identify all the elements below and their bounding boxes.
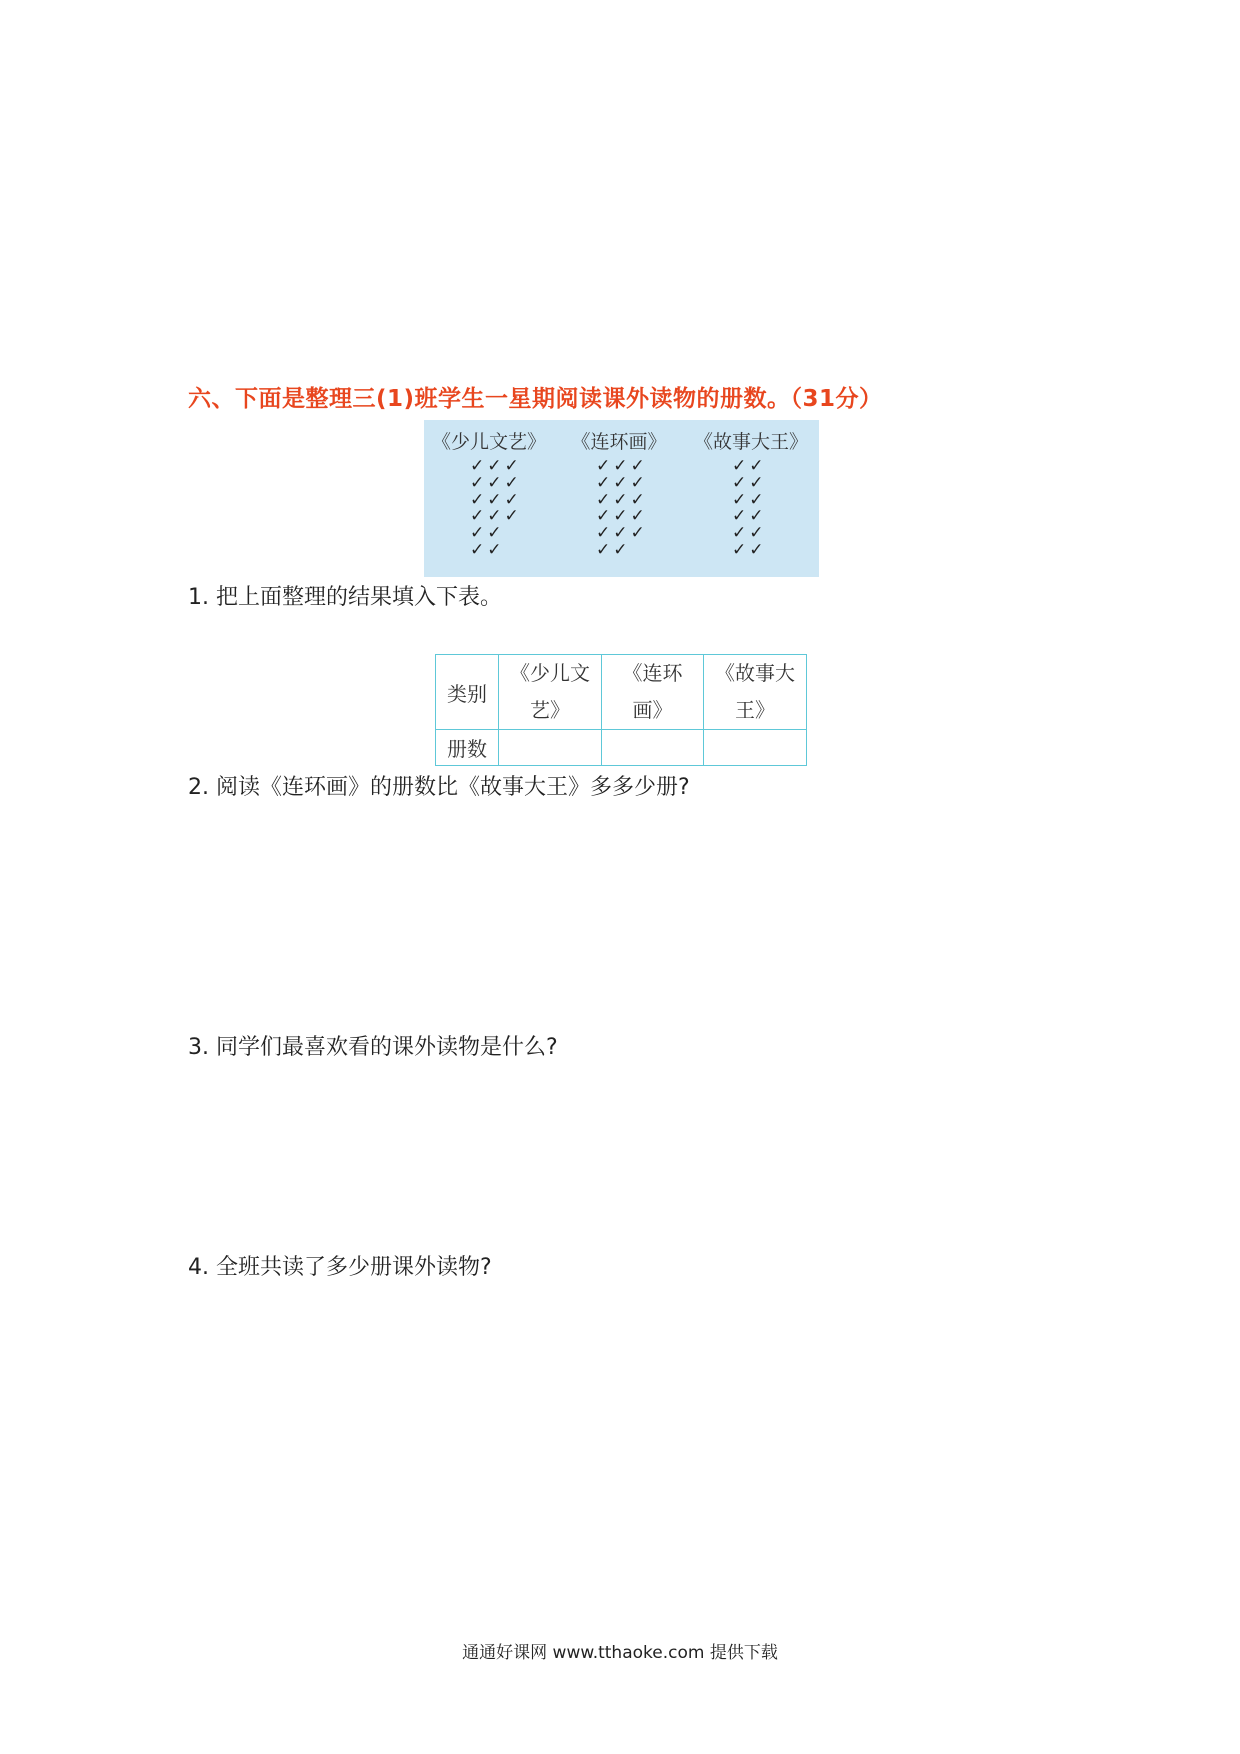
table-cell-line: 《连环 bbox=[622, 661, 683, 685]
tally-mark-row: ✓✓✓ bbox=[596, 472, 648, 493]
table-answer-cell[interactable] bbox=[602, 730, 704, 766]
table-cell-line: 《少儿文 bbox=[510, 661, 590, 685]
question-1: 1. 把上面整理的结果填入下表。 bbox=[188, 585, 502, 610]
question-2: 2. 阅读《连环画》的册数比《故事大王》多多少册? bbox=[188, 775, 690, 800]
tally-mark-row: ✓✓ bbox=[470, 523, 505, 544]
tally-mark-row: ✓✓✓ bbox=[596, 489, 648, 510]
question-4: 4. 全班共读了多少册课外读物? bbox=[188, 1255, 492, 1280]
tally-marks bbox=[554, 458, 684, 559]
tally-mark-row: ✓✓ bbox=[732, 506, 767, 527]
tally-marks bbox=[686, 458, 816, 559]
tally-mark-row: ✓✓✓ bbox=[596, 523, 648, 544]
tally-mark-row: ✓✓ bbox=[596, 539, 631, 560]
tally-mark-row: ✓✓✓ bbox=[596, 456, 648, 476]
tally-mark-row: ✓✓ bbox=[732, 523, 767, 544]
tally-chart bbox=[424, 420, 819, 577]
tally-mark-row: ✓✓✓ bbox=[470, 456, 522, 476]
tally-column-lianhuanhua bbox=[554, 420, 684, 559]
tally-column-gushidawang bbox=[686, 420, 816, 559]
tally-mark-row: ✓✓ bbox=[470, 539, 505, 560]
table-cell-line: 艺》 bbox=[530, 698, 570, 722]
tally-mark-row: ✓✓✓ bbox=[470, 489, 522, 510]
tally-column-shaoer bbox=[424, 420, 554, 559]
tally-mark-row: ✓✓ bbox=[732, 472, 767, 493]
table-answer-cell[interactable] bbox=[499, 730, 602, 766]
tally-mark-row: ✓✓✓ bbox=[596, 506, 648, 527]
table-cell-line: 《故事大 bbox=[715, 661, 795, 685]
table-cell-category bbox=[499, 655, 602, 730]
tally-mark-row: ✓✓ bbox=[732, 489, 767, 510]
section-heading: 六、下面是整理三(1)班学生一星期阅读课外读物的册数。（31分） bbox=[188, 386, 883, 412]
table-cell-category bbox=[602, 655, 704, 730]
tally-mark-row: ✓✓ bbox=[732, 456, 767, 476]
tally-mark-row: ✓✓✓ bbox=[470, 472, 522, 493]
table-cell-category bbox=[704, 655, 807, 730]
tally-title: 《少儿文艺》 bbox=[431, 431, 546, 453]
tally-marks bbox=[424, 458, 554, 559]
tally-title: 《故事大王》 bbox=[693, 431, 808, 453]
table-answer-cell[interactable] bbox=[704, 730, 807, 766]
table-cell-line: 画》 bbox=[632, 698, 673, 722]
table-header-count: 册数 bbox=[436, 730, 499, 766]
tally-mark-row: ✓✓✓ bbox=[470, 506, 522, 527]
tally-title: 《连环画》 bbox=[571, 431, 667, 453]
fill-in-table bbox=[435, 654, 807, 766]
tally-mark-row: ✓✓ bbox=[732, 539, 767, 560]
table-header-category: 类别 bbox=[436, 655, 499, 730]
table-cell-line: 王》 bbox=[735, 698, 775, 722]
footer-text: 通通好课网 www.tthaoke.com 提供下载 bbox=[462, 1643, 778, 1663]
question-3: 3. 同学们最喜欢看的课外读物是什么? bbox=[188, 1035, 558, 1060]
